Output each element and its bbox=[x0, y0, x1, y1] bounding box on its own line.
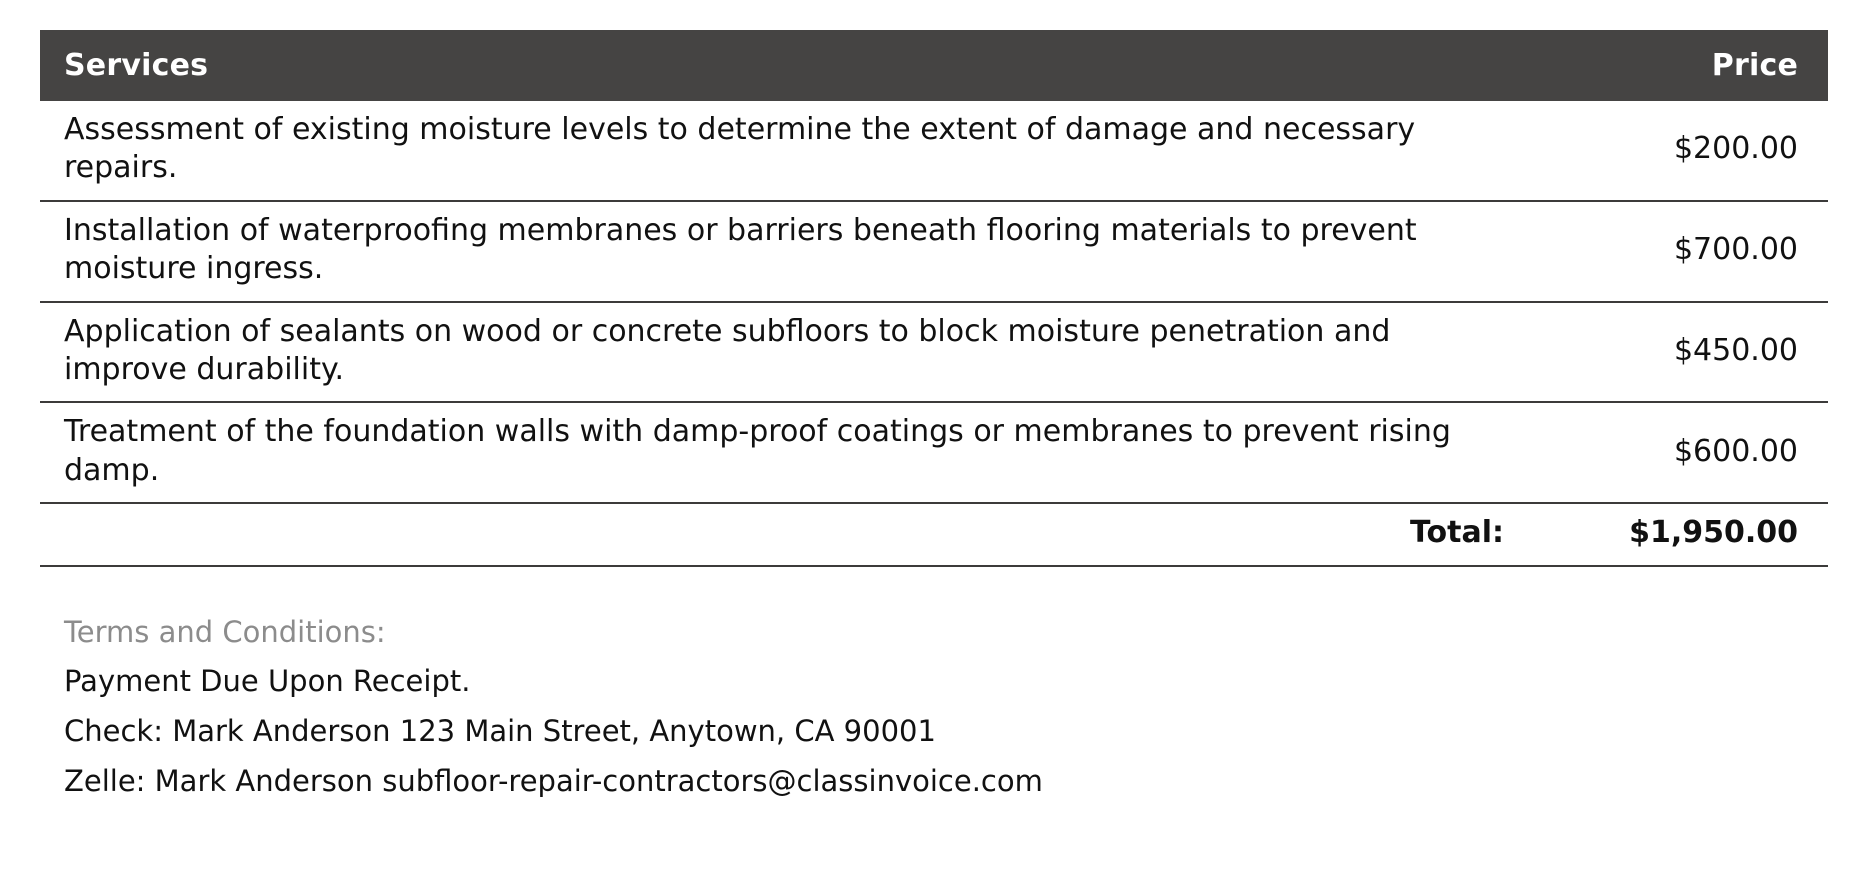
service-description: Installation of waterproofing membranes or barriers beneath flooring materials to prevent moisture ingress. bbox=[40, 201, 1504, 302]
service-price: $600.00 bbox=[1504, 402, 1828, 503]
table-row bbox=[40, 402, 1828, 503]
table-header-row bbox=[40, 30, 1828, 101]
terms-and-conditions-section bbox=[40, 615, 1828, 800]
service-price: $700.00 bbox=[1504, 201, 1828, 302]
service-description: Treatment of the foundation walls with damp-proof coatings or membranes to prevent rising damp. bbox=[40, 402, 1504, 503]
table-body bbox=[40, 101, 1828, 566]
total-label: Total: bbox=[40, 503, 1504, 565]
total-row bbox=[40, 503, 1828, 565]
service-description: Application of sealants on wood or concrete subfloors to block moisture penetration and improve durability. bbox=[40, 302, 1504, 403]
table-row bbox=[40, 302, 1828, 403]
terms-line-zelle: Zelle: Mark Anderson subfloor-repair-contractors@classinvoice.com bbox=[64, 764, 1043, 799]
column-header-services: Services bbox=[40, 30, 1504, 101]
total-amount: $1,950.00 bbox=[1504, 503, 1828, 565]
table-header bbox=[40, 30, 1828, 101]
terms-title: Terms and Conditions: bbox=[64, 614, 386, 649]
services-price-table bbox=[40, 30, 1828, 567]
table-row bbox=[40, 101, 1828, 201]
column-header-price: Price bbox=[1504, 30, 1828, 101]
service-price: $450.00 bbox=[1504, 302, 1828, 403]
service-price: $200.00 bbox=[1504, 101, 1828, 201]
service-description: Assessment of existing moisture levels to determine the extent of damage and necessary repairs. bbox=[40, 101, 1504, 201]
terms-line-payment: Payment Due Upon Receipt. bbox=[64, 663, 471, 698]
table-row bbox=[40, 201, 1828, 302]
terms-line-check: Check: Mark Anderson 123 Main Street, Anytown, CA 90001 bbox=[64, 713, 936, 748]
